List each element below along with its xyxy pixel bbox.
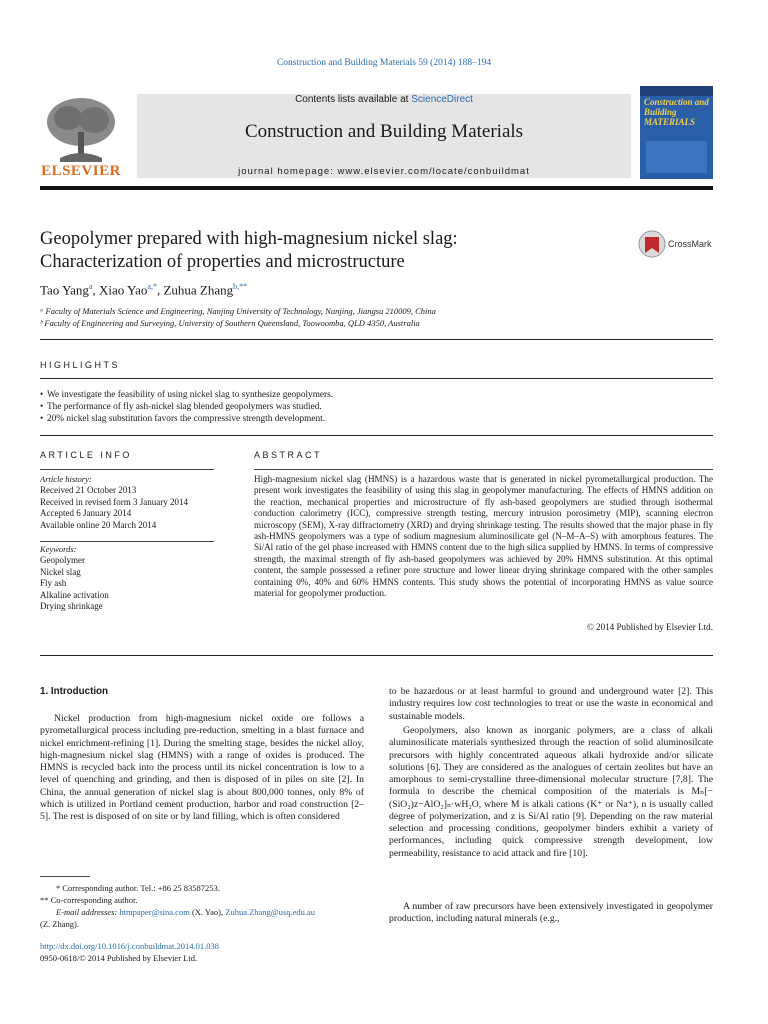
cover-title: Construction and Building MATERIALS <box>644 97 709 127</box>
keywords-divider <box>40 541 214 542</box>
intro-paragraph: Geopolymers, also known as inorganic polymers, are a class of alkali aluminosilicate materials synthesized through the reaction of solid aluminosilcate precursors with highly concentrated aqueous alkali hydroxide and/or silicate solutions [6]. They are considered as the analogues of certain zeolites but have an amorphous to semi-crystalline three-dimensional molecular structure [7,8]. The formula to describe the chemical composition of the materials is Mₙ[−(SiO₂)z−AlO₂]ₙ·wH₂O, where M is alkali cations (K⁺ or Na⁺), n is usually called degree of polymerization, and z is Si/Al ratio [9]. Depending on the raw material selection and processing conditions, geopolymer binders exhibit a variety of performances, including quick compressive strength development, low permeability, resistance to acid attack and fire [10]. <box>389 725 713 859</box>
intro-paragraph: Nickel production from high-magnesium nickel oxide ore follows a pyrometallurgical process including pre-reduction, smelting in a blast furnace and nickel enrichment-refining [1]. During the smelting stage, besides the nickel alloy, high-magnesium nickel slag (HMNS) with a range of oxides is produced. The HMNS is recycled back into the process until its nickel concentration is low to a level of quenching and grinding, and then is disposed of in piles on site [2]. In China, the annual generation of nickel slag is about 800,000 tonnes, only 8% of which is utilized in Portland cement production, harbor and road construction [2–5]. The rest is disposed of on site or by land filling, which is often considered <box>40 713 364 822</box>
section-divider <box>40 339 713 340</box>
article-title <box>40 228 580 274</box>
abstract-text: High-magnesium nickel slag (HMNS) is a hazardous waste that is generated in nickel pyrometallurgical production. The present work investigates the feasibility of using this slag in geopolymer manufacturing. The effects of HMNS addition on the reaction, mechanical properties and microstructure of fly ash-based geopolymers are studied through isothermal conduction calorimetry (ICC), compressive strength testing, mercury intrusion porosimetry (MIP), scanning electron microscopy (SEM), X-ray diffractometry (XRD) and drying shrinkage testing. The results showed that the major phase in fly ash-HMNS geopolymers was a type of sodium magnesium aluminosilicate gel (N–M–A–S) with amorphous features. The Si/Al ratio of the gel phase increased with HMNS content due to the high silica supplied by HMNS. In terms of compressive strength, the maximal strength of fly ash-based geopolymers was achieved by 20% HMNS substitution. At this optimal content, the sample possessed a refiner pore structure and lower linear drying shrinkage compared with the other samples containing 0%, 40% and 60% HMNS contents. This study shows the potential of incorporating HMNS as value source material for geopolymer production. <box>254 474 713 599</box>
article-history <box>40 485 188 531</box>
email-link-yao[interactable]: htmpaper@sina.com <box>119 907 190 917</box>
author-affil-marker[interactable]: a,* <box>147 282 157 291</box>
article-info-heading: ARTICLE INFO <box>40 450 132 460</box>
issn-line: 0950-0618/© 2014 Published by Elsevier Ltd. <box>40 953 198 963</box>
author-name[interactable]: Xiao Yao <box>99 282 148 298</box>
history-item: Received in revised form 3 January 2014 <box>40 496 188 507</box>
header-divider <box>40 186 713 190</box>
corresponding-author-note: * Corresponding author. Tel.: +86 25 83587253. <box>56 883 220 893</box>
footnote-divider <box>40 876 90 877</box>
sciencedirect-link[interactable]: ScienceDirect <box>411 94 473 105</box>
co-corresponding-note: ** Co-corresponding author. <box>40 895 138 905</box>
keyword-item: Nickel slag <box>40 566 81 577</box>
keywords-label: Keywords: <box>40 544 77 554</box>
abstract-divider <box>254 469 713 470</box>
title-line-2: Characterization of properties and microstructure <box>40 252 405 272</box>
keyword-item: Drying shrinkage <box>40 601 103 611</box>
abstract-copyright: © 2014 Published by Elsevier Ltd. <box>586 622 713 632</box>
keyword-item: Fly ash <box>40 578 67 588</box>
journal-cover-image[interactable] <box>640 86 713 179</box>
title-line-1: Geopolymer prepared with high-magnesium nickel slag: <box>40 229 458 249</box>
email-owner: (X. Yao), <box>191 907 224 917</box>
highlights-list <box>40 389 710 425</box>
intro-paragraph: to be hazardous or at least harmful to ground and underground water [2]. This industry requires low cost technologies to treat or use the waste in economical and sustainable models. <box>389 686 713 722</box>
journal-name: Construction and Building Materials <box>244 121 524 142</box>
author-name[interactable]: Tao Yang <box>40 282 89 298</box>
affiliation-a: ᵃ Faculty of Materials Science and Engineering, Nanjing University of Technology, Nanjing, Jiangsu 210009, China <box>40 306 436 316</box>
intro-paragraph: A number of raw precursors have been extensively investigated in geopolymer production, including natural minerals (e.g., <box>389 901 713 925</box>
section-divider <box>40 655 713 656</box>
history-item: Available online 20 March 2014 <box>40 519 157 530</box>
contents-line <box>137 94 631 105</box>
keyword-item: Geopolymer <box>40 555 85 565</box>
footnotes <box>40 882 364 930</box>
history-item: Received 21 October 2013 <box>40 485 137 495</box>
keyword-list <box>40 555 109 613</box>
email-link-zhang[interactable]: Zuhua.Zhang@usq.edu.au <box>225 907 315 917</box>
author-affil-marker[interactable]: b,** <box>233 282 248 291</box>
doi-link[interactable]: http://dx.doi.org/10.1016/j.conbuildmat.2014.01.038 <box>40 941 220 951</box>
history-item: Accepted 6 January 2014 <box>40 508 132 518</box>
journal-homepage[interactable]: journal homepage: www.elsevier.com/locate/conbuildmat <box>238 166 530 177</box>
elsevier-wordmark: ELSEVIER <box>41 163 121 179</box>
introduction-heading: 1. Introduction <box>40 686 109 697</box>
section-divider <box>40 378 713 379</box>
abstract-heading: ABSTRACT <box>254 450 323 460</box>
crossmark-label[interactable]: CrossMark <box>668 239 712 249</box>
highlight-item: • The performance of fly ash-nickel slag blended geopolymers was studied. <box>40 401 710 413</box>
highlight-item: • We investigate the feasibility of using nickel slag to synthesize geopolymers. <box>40 389 710 401</box>
journal-reference-link[interactable]: Construction and Building Materials 59 (2014) 188–194 <box>276 58 492 68</box>
affiliation-b: ᵇ Faculty of Engineering and Surveying, University of Southern Queensland, Toowoomba, QLD 4350, Australia <box>40 318 420 328</box>
email-label: E-mail addresses: <box>56 907 118 917</box>
history-label: Article history: <box>40 474 92 484</box>
author-list: Tao Yang$^a$, Xiao Yao$^{a,*}$, Zuhua Zhang$^{b,**}$ <box>40 282 248 298</box>
highlights-heading: HIGHLIGHTS <box>40 360 121 370</box>
email-line <box>40 906 364 918</box>
keyword-item: Alkaline activation <box>40 589 109 600</box>
article-info-divider <box>40 469 214 470</box>
section-divider <box>40 435 713 436</box>
highlight-item: • 20% nickel slag substitution favors the compressive strength development. <box>40 413 710 425</box>
email-owner: (Z. Zhang). <box>40 919 79 929</box>
cover-graphic <box>646 141 707 173</box>
contents-prefix: Contents lists available at <box>295 94 412 105</box>
author-affil-marker[interactable]: a <box>88 282 93 291</box>
cover-top-strip <box>640 86 713 96</box>
author-name[interactable]: Zuhua Zhang <box>163 282 234 298</box>
